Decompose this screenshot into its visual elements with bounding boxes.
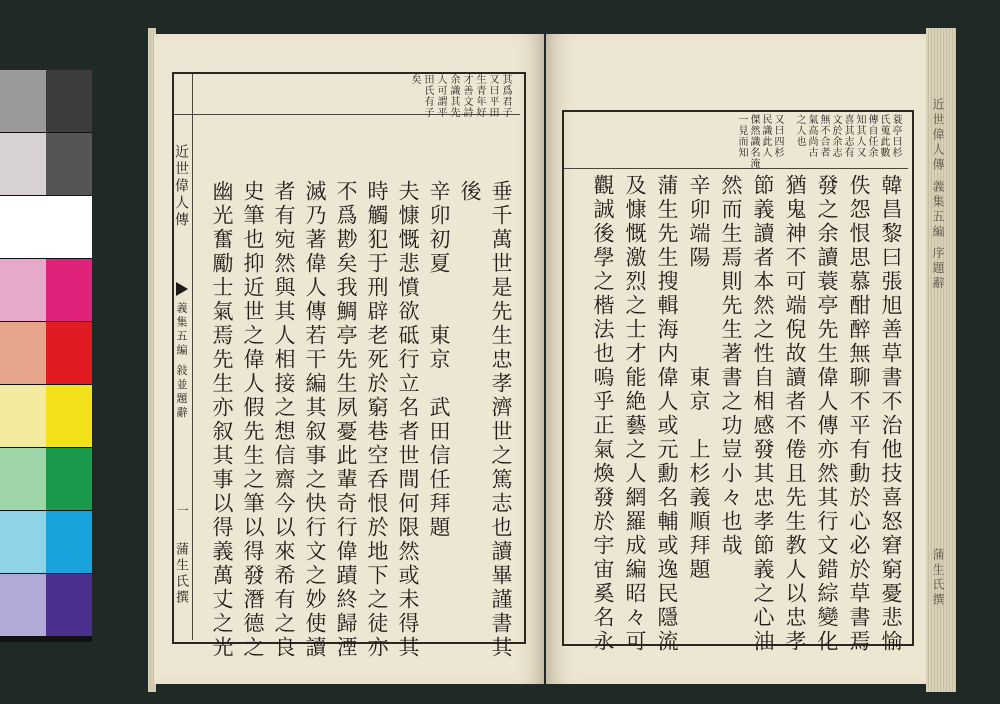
calibration-swatch (46, 196, 92, 258)
calibration-swatch (46, 133, 92, 195)
text-column: 時觸犯于刑辟老死於窮巷空呑恨於地下之徒亦 (365, 180, 389, 660)
text-column: 然而生焉則先生著書之功豈小々也哉 (719, 174, 743, 558)
edge-author: 蒲生氏撰 (931, 548, 945, 608)
calibration-swatch (0, 448, 46, 510)
header-note: 田氏有子 (422, 74, 433, 118)
calibration-swatch (0, 511, 46, 573)
header-note: 知其人又 (854, 114, 865, 158)
calibration-swatch (0, 70, 46, 132)
right-page (546, 34, 926, 684)
color-calibration-strip (0, 70, 92, 642)
calibration-swatch (46, 385, 92, 447)
text-column: 者有宛然與其人相接之想信齋今以來希有之良 (272, 180, 296, 660)
open-book (148, 28, 956, 692)
text-column: 滅乃著偉人傳若干編其叙事之快行文之妙使讀 (303, 180, 327, 660)
calibration-swatch (0, 133, 46, 195)
header-note: 無不合者 (818, 114, 829, 158)
text-column: 猶鬼神不可端倪故讀者不倦且先生教人以忠孝 (783, 174, 807, 654)
header-note: 人可謂平 (435, 74, 446, 118)
text-column: 不爲尠矣我鯛亭先生夙憂此輩奇行偉蹟終歸湮 (334, 180, 358, 660)
header-note: 民識此人 (760, 114, 771, 158)
calibration-swatch (0, 196, 46, 258)
edge-title: 近世偉人傳 義集五編 序題辭 (931, 98, 945, 292)
header-note: 生青年好 (474, 74, 485, 118)
text-column: 幽光奮勵士氣焉先生亦叙其事以得義萬丈之光 (210, 180, 234, 660)
header-note: 又曰四杉 (772, 114, 783, 158)
header-note: 氣高尚古 (806, 114, 817, 158)
text-column: 辛卯端陽 東京 上杉義順拜題 (687, 174, 711, 582)
text-column: 辛卯初夏 東京 武田信任拜題 (427, 180, 451, 540)
text-column: 韓昌黎曰張旭善草書不治他技喜怒窘窮憂悲愉 (879, 174, 903, 654)
calibration-swatch (0, 574, 46, 636)
header-note: 其爲君子 (500, 74, 511, 118)
text-column: 及慷慨激烈之士才能絶藝之人網羅成編昭々可 (623, 174, 647, 654)
margin-title: 近世偉人傳 (173, 144, 189, 229)
text-column: 夫慷慨悲憤欲砥行立名者世間何限然或未得其 (396, 180, 420, 660)
gyobi-mark (176, 282, 188, 296)
text-column: 節義讀者本然之性自相感發其忠孝節義之心油 (751, 174, 775, 654)
header-note: 蓑亭曰杉 (890, 114, 901, 158)
text-column: 蒲生先生搜輯海内偉人或元勳名輔或逸民隱流 (655, 174, 679, 654)
calibration-swatch (46, 70, 92, 132)
calibration-swatch (46, 322, 92, 384)
margin-subtitle: 義集五編 敍並題辭 (175, 302, 188, 421)
header-note: 傳自任余 (866, 114, 877, 158)
header-note: 喜其志有 (842, 114, 853, 158)
calibration-swatch (0, 322, 46, 384)
calibration-swatch (0, 385, 46, 447)
calibration-swatch (46, 511, 92, 573)
calibration-swatch (46, 448, 92, 510)
margin-rule (192, 74, 193, 640)
margin-page-number: 一 (175, 504, 189, 519)
header-note: 一見而知 (736, 114, 747, 158)
header-note: 傑然識名淹 (748, 114, 759, 169)
text-column: 觀誠後學之楷法也嗚乎正氣煥發於宇宙奚名永 (591, 174, 615, 654)
header-note: 之人也 (794, 114, 805, 147)
header-note: 氏蒐此數 (878, 114, 889, 158)
calibration-swatch (46, 259, 92, 321)
text-column: 史筆也抑近世之偉人假先生之筆以得發潛德之 (241, 180, 265, 660)
text-column: 佚怨恨思慕酣醉無聊不平有動於心必於草書焉 (847, 174, 871, 654)
text-column: 發之余讀蓑亭先生偉人傳亦然其行文錯綜變化 (815, 174, 839, 654)
header-note: 矣 (409, 74, 420, 85)
left-page (154, 34, 544, 684)
header-note: 才善文詩 (461, 74, 472, 118)
calibration-swatch (46, 574, 92, 636)
calibration-swatch (0, 259, 46, 321)
header-note: 又曰平田 (487, 74, 498, 118)
header-note: 文於余志 (830, 114, 841, 158)
margin-author: 蒲生氏撰 (173, 542, 188, 606)
text-column: 後 (458, 180, 482, 204)
header-note: 余識其先 (448, 74, 459, 118)
text-column: 垂千萬世是先生忠孝濟世之篤志也讀畢謹書其 (489, 180, 513, 660)
